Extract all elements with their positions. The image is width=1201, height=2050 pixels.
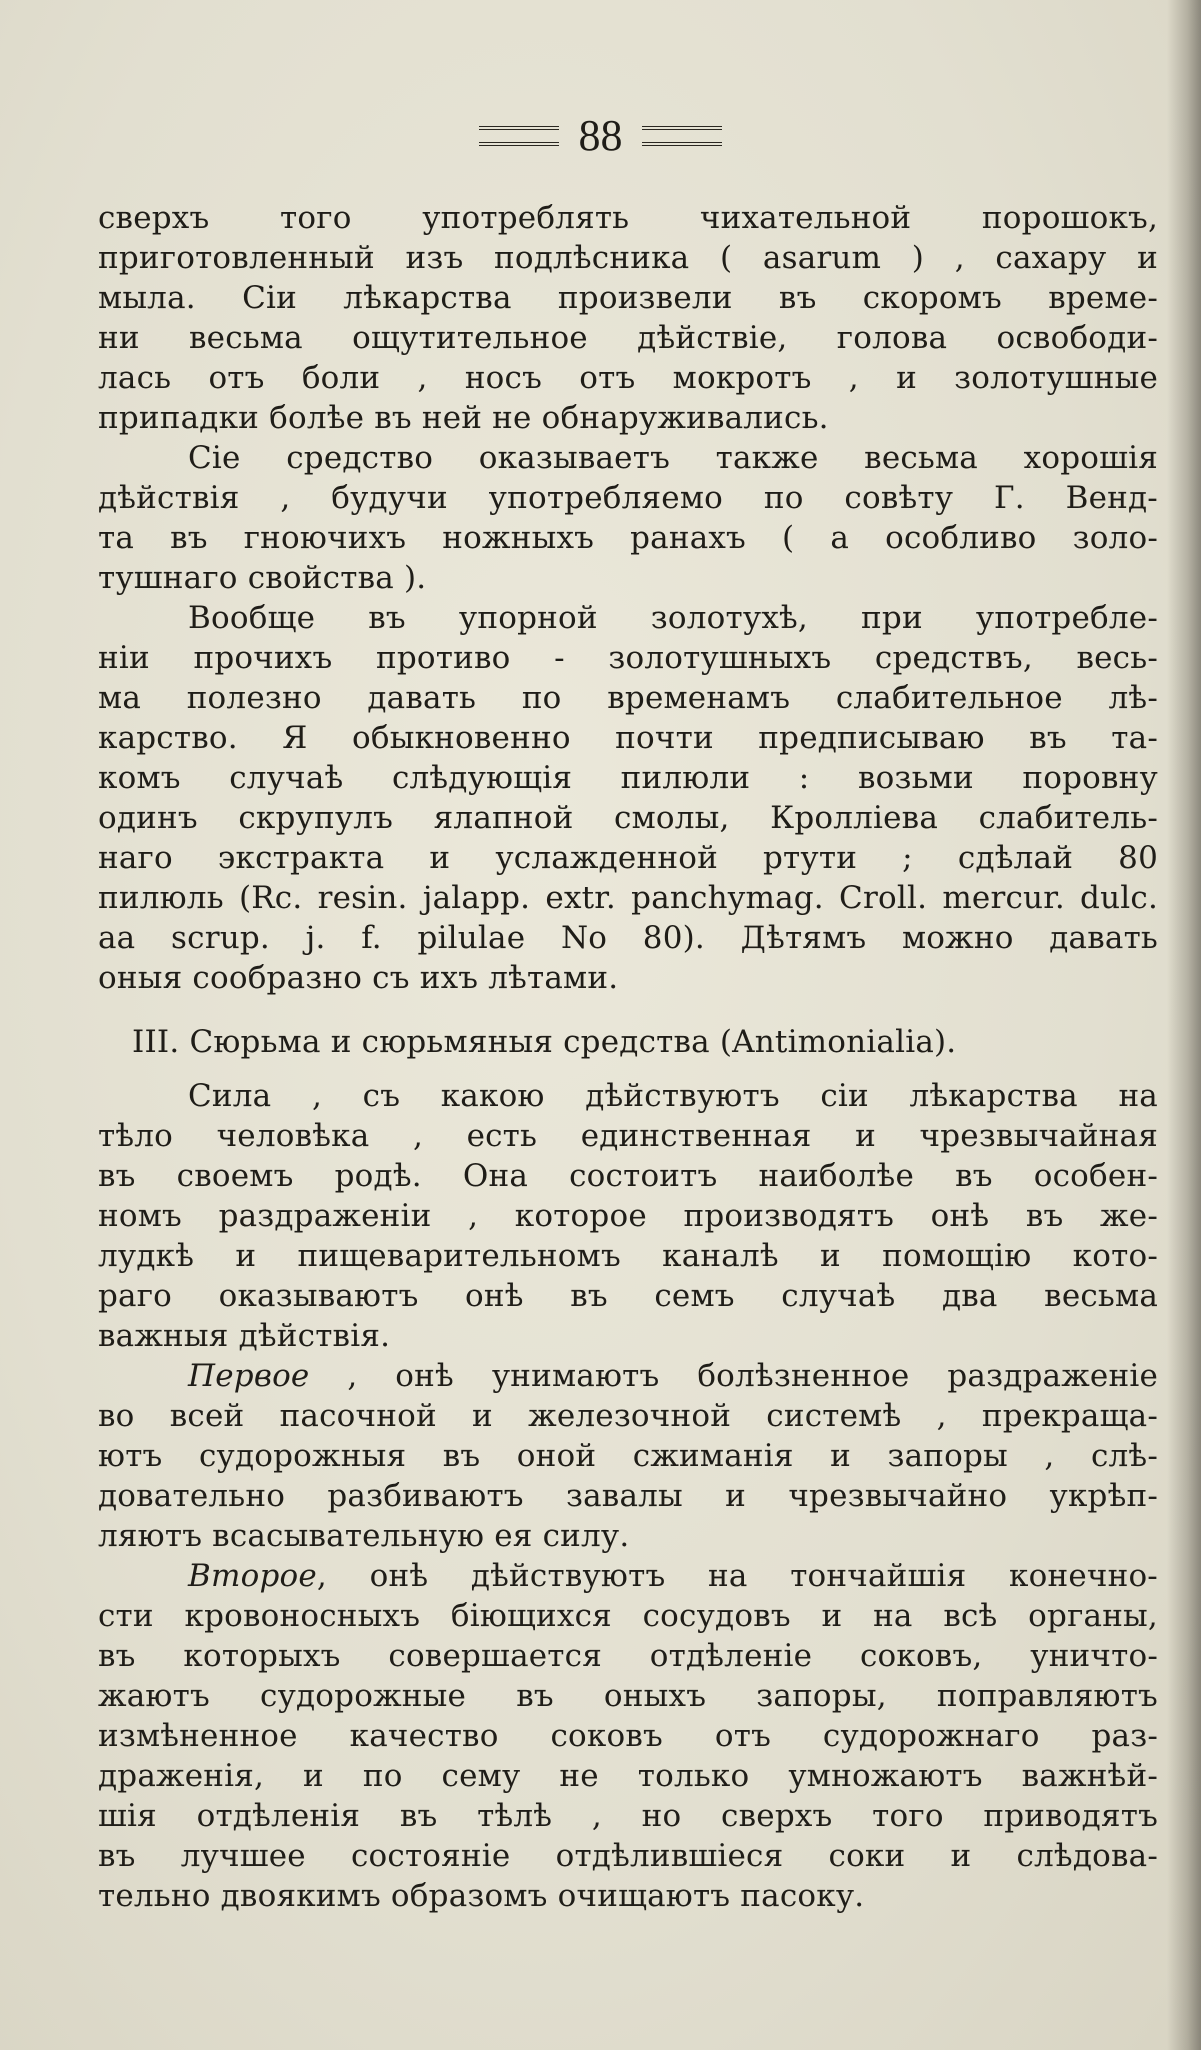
text-line: жаютъ судорожные въ оныхъ запоры, поправляютъ (98, 1678, 1158, 1714)
text-line: лудкѣ и пищеварительномъ каналѣ и помощію кото- (98, 1238, 1158, 1274)
text-line: мыла. Сіи лѣкарства произвели въ скоромъ време- (98, 280, 1158, 316)
text-run: , онѣ унимаютъ болѣзненное раздраженіе (309, 1358, 1158, 1394)
text-run: , онѣ дѣйствуютъ на тончайшія конечно- (316, 1558, 1158, 1594)
text-line: измѣненное качество соковъ отъ судорожнаго раз- (98, 1718, 1158, 1754)
text-line: приготовленный изъ подлѣсника ( asarum ) , сахару и (98, 240, 1158, 276)
text-line: тушнаго свойства ). (98, 560, 427, 596)
text-line: важныя дѣйствія. (98, 1318, 391, 1354)
text-line: тѣло человѣка , есть единственная и чрезвычайная (98, 1118, 1158, 1154)
text-line: въ которыхъ совершается отдѣленіе соковъ, уничто- (98, 1638, 1158, 1674)
paragraph-first-line (98, 1356, 1158, 1396)
text-line: тельно двоякимъ образомъ очищаютъ пасоку. (98, 1878, 865, 1914)
paragraph-first-line: Сила , съ какою дѣйствуютъ сіи лѣкарства на (188, 1078, 1158, 1114)
text-line: aa scrup. j. f. pilulae No 80). Дѣтямъ можно давать (98, 920, 1158, 956)
text-line: ни весьма ощутительное дѣйствіе, голова освободи- (98, 320, 1158, 356)
page-gutter-shadow (1167, 0, 1201, 2050)
text-line: дѣйствія , будучи употребляемо по совѣту Г. Венд- (98, 480, 1158, 516)
text-line: драженія, и по сему не только умножаютъ важнѣй- (98, 1758, 1158, 1794)
section-heading: III. Сюрьма и сюрьмяныя средства (Antimonialia). (132, 1024, 957, 1060)
text-line: оныя сообразно съ ихъ лѣтами. (98, 960, 619, 996)
text-line: ма полезно давать по временамъ слабительное лѣ- (98, 680, 1158, 716)
text-line: въ лучшее состояніе отдѣлившіеся соки и слѣдова- (98, 1838, 1158, 1874)
text-line: шія отдѣленія въ тѣлѣ , но сверхъ того приводятъ (98, 1798, 1158, 1834)
page-header (0, 112, 1201, 172)
text-line: наго экстракта и услажденной ртути ; сдѣлай 80 (98, 840, 1158, 876)
text-line: припадки болѣе въ ней не обнаруживались. (98, 400, 829, 436)
text-line: одинъ скрупулъ ялапной смолы, Кролліева слабитель- (98, 800, 1158, 836)
text-line: довательно разбиваютъ завалы и чрезвычайно укрѣп- (98, 1478, 1158, 1514)
text-line: номъ раздраженіи , которое производятъ онѣ въ же- (98, 1198, 1158, 1234)
header-rule-left (479, 126, 559, 146)
paragraph-first-line: Вообще въ упорной золотухѣ, при употребле- (188, 600, 1158, 636)
text-line: ляютъ всасывательную ея силу. (98, 1518, 630, 1554)
text-line: пилюль (Rc. resin. jalapp. extr. panchymag. Croll. mercur. dulc. (98, 880, 1158, 916)
text-line: раго оказываютъ онѣ въ семъ случаѣ два весьма (98, 1278, 1158, 1314)
paragraph-first-line (98, 1556, 1158, 1596)
text-line: комъ случаѣ слѣдующія пилюли : возьми поровну (98, 760, 1158, 796)
page-number: 88 (578, 111, 623, 160)
text-line: во всей пасочной и железочной системѣ , прекраща- (98, 1398, 1158, 1434)
text-line: карство. Я обыкновенно почти предписываю въ та- (98, 720, 1158, 756)
text-line: та въ гноючихъ ножныхъ ранахъ ( а особливо золо- (98, 520, 1158, 556)
text-line: лась отъ боли , носъ отъ мокротъ , и золотушные (98, 360, 1158, 396)
text-line: ютъ судорожныя въ оной сжиманія и запоры , слѣ- (98, 1438, 1158, 1474)
italic-lead-word: Второе (188, 1558, 317, 1594)
text-line: ніи прочихъ противо - золотушныхъ средствъ, весь- (98, 640, 1158, 676)
header-rule-right (642, 126, 722, 146)
text-line: сти кровоносныхъ біющихся сосудовъ и на всѣ органы, (98, 1598, 1158, 1634)
page-body (98, 198, 1158, 1916)
paragraph-first-line: Сіе средство оказываетъ также весьма хорошія (188, 440, 1158, 476)
text-line: сверхъ того употреблять чихательной порошокъ, (98, 200, 1158, 236)
text-line: въ своемъ родѣ. Она состоитъ наиболѣе въ особен- (98, 1158, 1158, 1194)
italic-lead-word: Первое (188, 1358, 310, 1394)
